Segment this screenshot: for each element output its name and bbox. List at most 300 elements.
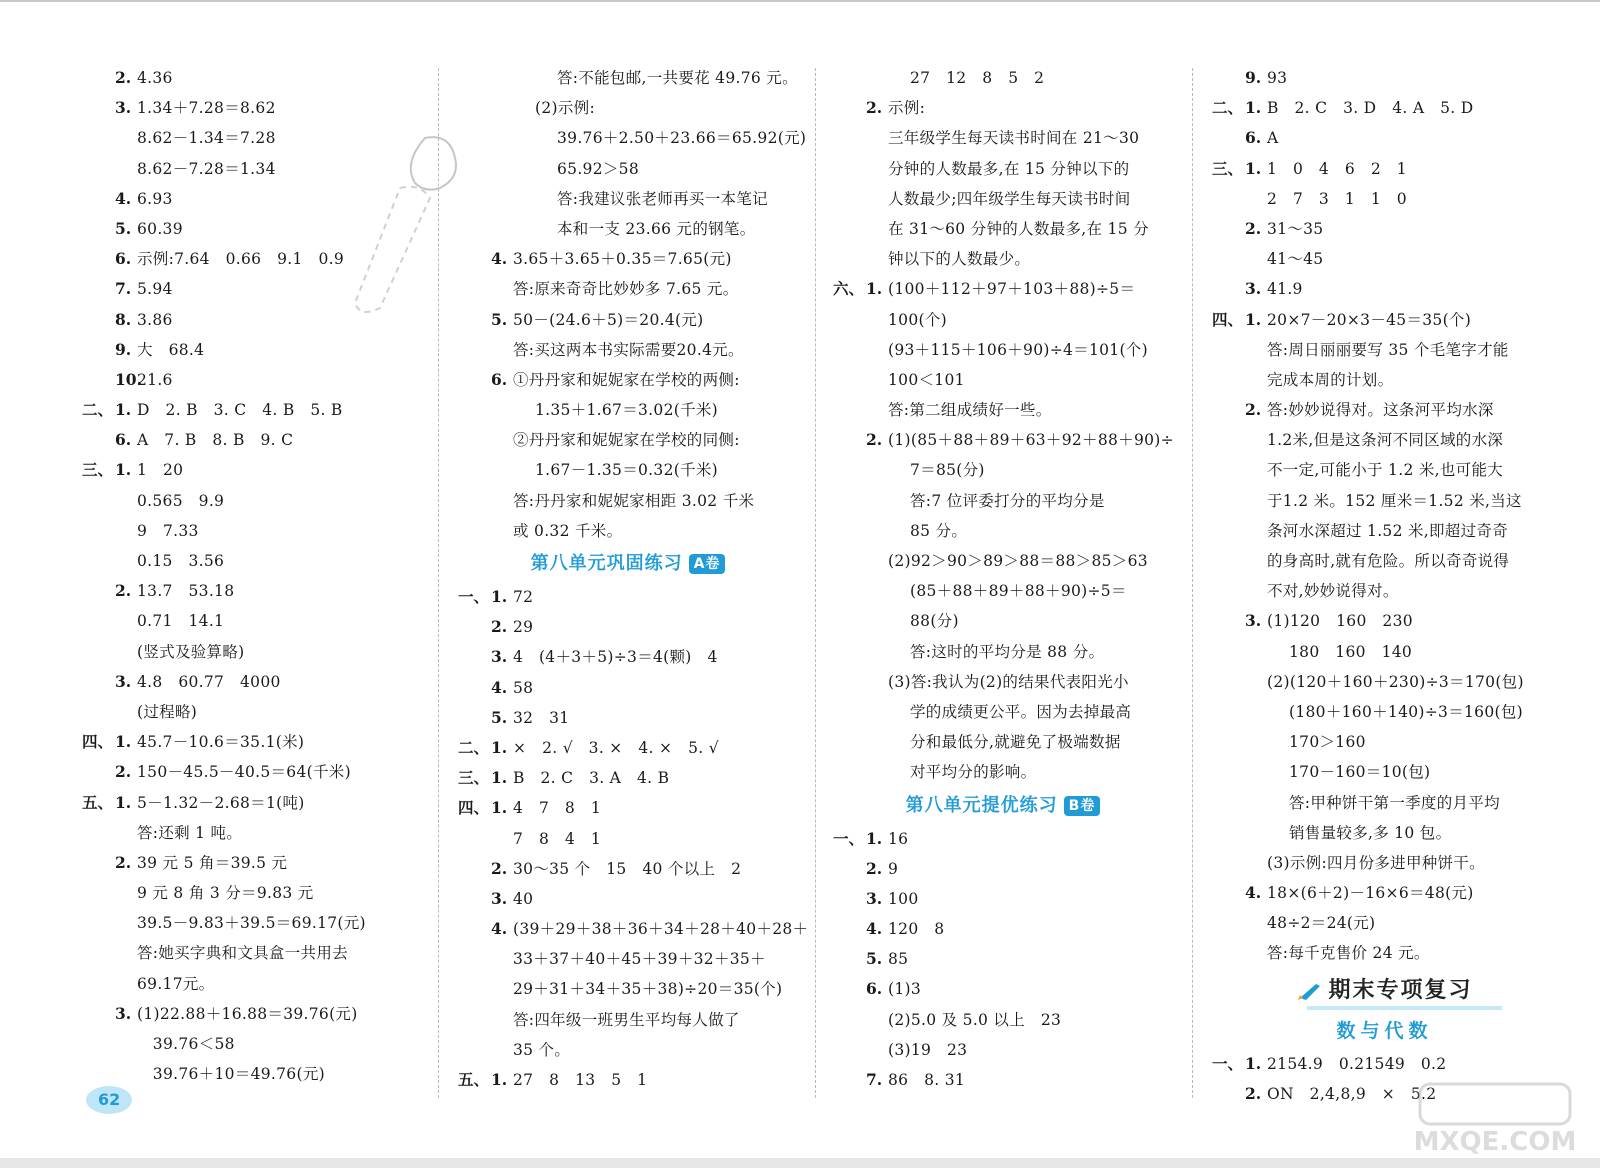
section-number: 三、 — [458, 768, 490, 788]
answer-line — [1212, 123, 1557, 153]
answer-line — [1212, 908, 1557, 938]
answer-line — [1212, 818, 1557, 848]
answer-text: 对平均分的影响。 — [910, 763, 1037, 782]
section-number: 五、 — [458, 1070, 490, 1089]
answer-text: 48÷2＝24(元) — [1267, 914, 1376, 933]
answer-line — [833, 944, 1173, 974]
answer-line — [1212, 878, 1557, 908]
answer-text: 9 7.33 — [137, 521, 199, 540]
section-number: 四、 — [82, 732, 114, 752]
answer-text: 58 — [513, 678, 534, 697]
answer-line — [1212, 184, 1557, 214]
question-number: 6. — [866, 979, 883, 999]
answer-line — [458, 733, 798, 763]
answer-text: 7 8 4 1 — [513, 829, 602, 848]
answer-text: 1 20 — [137, 461, 184, 480]
answer-text: 180 160 140 — [1289, 642, 1413, 661]
answer-line — [1212, 788, 1557, 818]
answer-text: (2)(120＋160＋230)÷3＝170(包) — [1267, 672, 1524, 691]
answer-line — [82, 908, 427, 938]
question-number: 7. — [115, 279, 132, 299]
question-number: 3. — [1245, 279, 1262, 299]
answer-line — [1212, 1049, 1557, 1079]
answer-text: 65.92＞58 — [557, 159, 639, 178]
answer-text: 85 — [888, 950, 909, 969]
answer-text: 50－(24.6＋5)＝20.4(元) — [513, 310, 704, 329]
section-number: 三、 — [82, 460, 114, 480]
question-number: 1. — [866, 828, 883, 848]
answer-line — [1212, 697, 1557, 727]
answer-text: 示例: — [888, 99, 926, 118]
section-number: 一、 — [458, 587, 490, 606]
answer-text: 39.5－9.83＋39.5＝69.17(元) — [137, 914, 366, 933]
answer-line — [82, 637, 427, 667]
answer-text: 学的成绩更公平。因为去掉最高 — [910, 702, 1132, 721]
answer-text: (85＋88＋89＋88＋90)÷5＝ — [910, 582, 1127, 601]
answer-text: 150－45.5－40.5＝64(千米) — [137, 763, 351, 782]
answer-line — [833, 455, 1173, 485]
answer-text: (3)示例:四月份多进甲种饼干。 — [1267, 853, 1485, 872]
answer-line — [82, 244, 427, 274]
answer-line — [458, 612, 798, 642]
page-bottom-edge — [0, 1158, 1600, 1168]
answer-line — [82, 63, 427, 93]
answer-line — [82, 546, 427, 576]
answer-line — [82, 878, 427, 908]
answer-text: (1)120 160 230 — [1267, 612, 1413, 631]
question-number: 4. — [491, 677, 508, 697]
section-number: 四、 — [1212, 309, 1244, 329]
answer-text: 69.17元。 — [137, 974, 215, 993]
answer-line — [458, 793, 798, 823]
answer-line — [833, 854, 1173, 884]
answer-text: 答:第二组成绩好一些。 — [888, 401, 1052, 420]
answer-text: 16 — [888, 829, 909, 848]
answer-line — [458, 335, 798, 365]
answer-line — [1212, 244, 1557, 274]
watermark-logo — [1400, 1080, 1590, 1160]
question-number: 2. — [1245, 400, 1262, 420]
question-number: 2. — [115, 68, 132, 87]
answer-line — [82, 123, 427, 153]
answer-line — [458, 974, 798, 1004]
answer-line — [833, 606, 1173, 636]
answer-line — [82, 788, 427, 818]
answer-text: 5－1.32－2.68＝1(吨) — [137, 793, 305, 812]
answer-line — [1212, 576, 1557, 606]
answer-line — [82, 1029, 427, 1059]
answer-text: 5.94 — [137, 280, 173, 299]
answer-text: (100＋112＋97＋103＋88)÷5＝ — [888, 280, 1136, 299]
answer-line — [82, 606, 427, 636]
answer-text: ON 2,4,8,9 × 5.2 — [1267, 1084, 1437, 1103]
answer-line — [82, 999, 427, 1029]
answer-line — [82, 93, 427, 123]
question-number: 4. — [1245, 883, 1262, 903]
column-divider-1 — [438, 68, 439, 1098]
answer-text: 人数最少;四年级学生每天读书时间 — [888, 189, 1131, 208]
question-number: 1. — [115, 460, 132, 480]
answer-text: 4.36 — [137, 69, 173, 87]
answer-text: 60.39 — [137, 219, 183, 238]
answer-text: 45.7－10.6＝35.1(米) — [137, 733, 305, 752]
answer-text: 答:她买字典和文具盒一共用去 — [137, 944, 348, 963]
answer-text: 0.565 9.9 — [137, 491, 225, 510]
page-top-edge — [0, 0, 1600, 2]
page-number: 62 — [98, 1090, 121, 1109]
question-number: 1. — [115, 732, 132, 752]
answer-line — [82, 486, 427, 516]
answer-line — [833, 974, 1173, 1004]
answer-line — [458, 673, 798, 703]
answer-text: 答:这时的平均分是 88 分。 — [910, 642, 1105, 661]
answer-line — [458, 642, 798, 672]
answer-text: (39＋29＋38＋36＋34＋28＋40＋28＋ — [513, 920, 809, 939]
answer-line — [1212, 606, 1557, 636]
answer-line — [1212, 93, 1557, 123]
answer-line — [458, 425, 798, 455]
section-title-text: 第八单元提优练习 — [905, 794, 1058, 816]
question-number: 2. — [491, 858, 508, 878]
question-number: 10. — [115, 369, 142, 389]
answer-line — [458, 703, 798, 733]
review-subheading: 数与代数 — [1336, 1019, 1433, 1042]
answer-text: 的身高时,就有危险。所以奇奇说得 — [1267, 552, 1510, 570]
answer-line — [1212, 757, 1557, 787]
answer-line — [458, 365, 798, 395]
question-number: 4. — [866, 919, 883, 939]
answer-line — [833, 824, 1173, 854]
question-number: 2. — [115, 581, 132, 601]
question-number: 4. — [491, 249, 508, 269]
answer-text: 分和最低分,就避免了极端数据 — [910, 733, 1121, 752]
question-number: 2. — [491, 617, 508, 637]
answer-line — [1212, 727, 1557, 757]
question-number: 3. — [115, 1003, 132, 1023]
answer-line — [833, 305, 1173, 335]
answer-text: 示例:7.64 0.66 9.1 0.9 — [137, 250, 345, 269]
question-number: 1. — [491, 798, 508, 818]
question-number: 2. — [1245, 218, 1262, 238]
answer-line — [458, 914, 809, 944]
answer-line — [82, 697, 427, 727]
question-number: 7. — [866, 1070, 883, 1089]
review-heading-text: 期末专项复习 — [1328, 977, 1473, 1003]
answer-text: 答:每千克售价 24 元。 — [1267, 944, 1430, 963]
answer-text: 不一定,可能小于 1.2 米,也可能大 — [1267, 461, 1504, 480]
section-number: 一、 — [1212, 1053, 1244, 1073]
answer-text: 三年级学生每天读书时间在 21～30 — [888, 129, 1140, 148]
answer-line — [1212, 63, 1557, 93]
answer-text: 1.35＋1.67＝3.02(千米) — [535, 401, 719, 420]
answer-text: 2 7 3 1 1 0 — [1267, 189, 1407, 208]
answer-text: 8.62－1.34＝7.28 — [137, 129, 276, 148]
section-title — [833, 788, 1173, 824]
question-number: 3. — [866, 888, 883, 908]
answer-line — [82, 335, 427, 365]
answer-text: 1 0 4 6 2 1 — [1267, 159, 1407, 178]
answer-line — [1212, 425, 1557, 455]
question-number: 4. — [115, 188, 132, 208]
question-number: 8. — [115, 309, 132, 329]
answer-text: (93＋115＋106＋90)÷4＝101(个) — [888, 340, 1148, 359]
question-number: 2. — [866, 858, 883, 878]
answer-text: (2)示例: — [535, 99, 595, 118]
section-number: 二、 — [82, 400, 114, 420]
question-number: 3. — [115, 671, 132, 691]
answer-text: 答:妙妙说得对。这条河平均水深 — [1267, 401, 1494, 420]
question-number: 4. — [491, 919, 508, 939]
answer-text: 答:周日丽丽要写 35 个毛笔字才能 — [1267, 340, 1509, 359]
question-number: 1. — [1245, 309, 1262, 329]
answer-text: 93 — [1267, 69, 1288, 87]
question-number: 5. — [491, 707, 508, 727]
answer-line — [82, 274, 427, 304]
answer-line — [1212, 516, 1557, 546]
answer-text: (2)92＞90＞89＞88＝88＞85＞63 — [888, 552, 1148, 570]
question-number: 1. — [866, 279, 883, 299]
answer-text: 120 8 — [888, 920, 945, 939]
answer-line — [458, 305, 798, 335]
answer-line — [833, 727, 1173, 757]
answer-column-1 — [82, 63, 427, 1103]
answer-text: 答:还剩 1 吨。 — [137, 823, 243, 842]
answer-line — [833, 184, 1173, 214]
column-divider-2 — [815, 68, 816, 1098]
answer-text: (过程略) — [137, 702, 198, 721]
answer-line — [458, 582, 798, 612]
answer-line — [1212, 395, 1557, 425]
answer-text: 39.76＋2.50＋23.66＝65.92(元) — [557, 129, 807, 148]
answer-line — [458, 123, 807, 153]
question-number: 5. — [866, 949, 883, 969]
answer-text: 在 31～60 分钟的人数最多,在 15 分 — [888, 219, 1149, 238]
answer-line — [833, 576, 1173, 606]
answer-line — [1212, 214, 1557, 244]
answer-line — [833, 667, 1173, 697]
answer-line — [458, 244, 798, 274]
answer-text: B 2. C 3. D 4. A 5. D — [1267, 99, 1474, 118]
rocket-icon — [1296, 980, 1324, 1002]
answer-text: 完成本周的计划。 — [1267, 370, 1394, 389]
question-number: 5. — [115, 218, 132, 238]
question-number: 1. — [115, 400, 132, 420]
answer-line — [82, 938, 427, 968]
question-number: 1. — [1245, 1053, 1262, 1073]
answer-text: 27 8 13 5 1 — [513, 1071, 648, 1089]
answer-text: 8.62－7.28＝1.34 — [137, 159, 276, 178]
section-title-text: 第八单元巩固练习 — [530, 553, 683, 574]
answer-text: (3)19 23 — [888, 1040, 968, 1059]
answer-line — [82, 455, 427, 485]
review-heading — [1212, 969, 1557, 1013]
answer-text: 9 元 8 角 3 分＝9.83 元 — [137, 884, 314, 903]
answer-text: 4.8 60.77 4000 — [137, 672, 281, 691]
answer-text: 39.76＋10＝49.76(元) — [137, 1065, 325, 1084]
answer-text: (180＋160＋140)÷3＝160(包) — [1289, 702, 1523, 721]
answer-line — [833, 395, 1173, 425]
answer-text: 分钟的人数最多,在 15 分钟以下的 — [888, 159, 1130, 178]
section-title — [458, 546, 798, 582]
answer-text: 4 7 8 1 — [513, 799, 602, 818]
answer-line — [82, 848, 427, 878]
answer-line — [1212, 154, 1557, 184]
answer-line — [833, 154, 1173, 184]
answer-line — [833, 546, 1173, 576]
answer-text: A 7. B 8. B 9. C — [137, 431, 294, 450]
question-number: 5. — [491, 309, 508, 329]
answer-line — [458, 824, 798, 854]
answer-text: 销售量较多,多 10 包。 — [1289, 823, 1452, 842]
answer-text: 答:不能包邮,一共要花 49.76 元。 — [557, 69, 798, 87]
answer-line — [82, 184, 427, 214]
answer-text: (1)3 — [888, 980, 922, 999]
answer-line — [833, 335, 1173, 365]
answer-line — [458, 854, 798, 884]
answer-text: 答:四年级一班男生平均每人做了 — [513, 1010, 740, 1029]
question-number: 2. — [115, 762, 132, 782]
answer-line — [82, 395, 427, 425]
answer-line — [82, 757, 427, 787]
answer-text: 27 12 8 5 2 — [910, 69, 1045, 87]
answer-text: 13.7 53.18 — [137, 582, 235, 601]
answer-text: 答:甲种饼干第一季度的月平均 — [1289, 793, 1500, 812]
section-number: 二、 — [458, 737, 490, 757]
answer-text: 100 — [888, 889, 919, 908]
answer-text: 不对,妙妙说得对。 — [1267, 582, 1399, 601]
answer-text: 2154.9 0.21549 0.2 — [1267, 1054, 1447, 1073]
answer-text: 6.93 — [137, 189, 173, 208]
answer-column-4 — [1212, 63, 1557, 1103]
answer-line — [458, 184, 798, 214]
answer-line — [82, 425, 427, 455]
question-number: 6. — [491, 369, 508, 389]
question-number: 3. — [491, 647, 508, 667]
answer-text: 大 68.4 — [137, 340, 205, 359]
answer-line — [82, 516, 427, 546]
answer-line — [833, 425, 1173, 455]
answer-text: 1.2米,但是这条河不同区域的水深 — [1267, 431, 1504, 450]
answer-text: (1)22.88＋16.88＝39.76(元) — [137, 1004, 358, 1023]
answer-text: A — [1267, 129, 1279, 148]
answer-text: 答:买这两本书实际需要20.4元。 — [513, 340, 744, 359]
question-number: 1. — [1245, 158, 1262, 178]
answer-text: 条河水深超过 1.52 米,即超过奇奇 — [1267, 521, 1508, 540]
answer-text: 4 (4＋3＋5)÷3＝4(颗) 4 — [513, 648, 718, 667]
answer-text: 170＞160 — [1289, 733, 1366, 752]
answer-text: (竖式及验算略) — [137, 642, 245, 661]
answer-line — [458, 93, 798, 123]
answer-text: 41.9 — [1267, 280, 1303, 299]
answer-line — [1212, 274, 1557, 304]
question-number: 6. — [115, 249, 132, 269]
question-number: 1. — [491, 737, 508, 757]
answer-line — [833, 63, 1173, 93]
answer-text: 29 — [513, 618, 534, 637]
answer-text: D 2. B 3. C 4. B 5. B — [137, 401, 343, 420]
answer-line — [833, 365, 1173, 395]
section-number: 二、 — [1212, 98, 1244, 118]
answer-line — [1212, 546, 1557, 576]
answer-line — [833, 93, 1173, 123]
answer-text: 0.71 14.1 — [137, 612, 225, 631]
answer-text: 1.67－1.35＝0.32(千米) — [535, 461, 719, 480]
answer-line — [458, 1035, 798, 1065]
question-number: 6. — [1245, 128, 1262, 148]
answer-line — [82, 154, 427, 184]
answer-text: 或 0.32 千米。 — [513, 521, 623, 540]
answer-line — [458, 1005, 798, 1035]
answer-text: ②丹丹家和妮妮家在学校的同侧: — [513, 431, 740, 450]
answer-line — [1212, 486, 1557, 516]
answer-line — [458, 274, 798, 304]
answer-line — [458, 516, 798, 546]
answer-text: 29＋31＋34＋35＋38)÷20＝35(个) — [513, 980, 783, 999]
question-number: 2. — [866, 430, 883, 450]
section-badge: A卷 — [689, 554, 726, 574]
question-number: 3. — [1245, 611, 1262, 631]
section-number: 三、 — [1212, 158, 1244, 178]
answer-text: 0.15 3.56 — [137, 552, 225, 570]
answer-line — [458, 455, 798, 485]
answer-line — [82, 818, 427, 848]
answer-line — [833, 757, 1173, 787]
answer-line — [833, 486, 1173, 516]
question-number: 1. — [491, 768, 508, 788]
heading-underline — [1307, 1006, 1502, 1010]
answer-line — [1212, 637, 1557, 667]
answer-text: 本和一支 23.66 元的钢笔。 — [557, 219, 756, 238]
answer-column-3 — [833, 63, 1173, 1103]
question-number: 1. — [491, 1070, 508, 1089]
answer-text: 86 8. 31 — [888, 1071, 966, 1089]
answer-line — [458, 63, 798, 93]
answer-text: 39.76＜58 — [137, 1035, 235, 1053]
answer-text: B 2. C 3. A 4. B — [513, 769, 670, 788]
answer-line — [458, 486, 798, 516]
answer-line — [82, 727, 427, 757]
question-number: 6. — [115, 430, 132, 450]
answer-line — [833, 123, 1173, 153]
answer-text: 答:7 位评委打分的平均分是 — [910, 491, 1105, 510]
answer-line — [833, 1035, 1173, 1065]
answer-line — [458, 763, 798, 793]
answer-text: 31～35 — [1267, 219, 1324, 238]
answer-line — [458, 395, 798, 425]
answer-text: 于1.2 米。152 厘米＝1.52 米,当这 — [1267, 491, 1522, 510]
answer-text: 85 分。 — [910, 521, 968, 540]
answer-text: × 2. √ 3. × 4. × 5. √ — [513, 738, 719, 757]
answer-text: 答:丹丹家和妮妮家相距 3.02 千米 — [513, 491, 755, 510]
answer-text: 72 — [513, 588, 534, 606]
answer-text: 30～35 个 15 40 个以上 2 — [513, 859, 742, 878]
answer-text: 答:原来奇奇比妙妙多 7.65 元。 — [513, 280, 739, 299]
answer-line — [1212, 335, 1557, 365]
answer-line — [82, 667, 427, 697]
column-divider-3 — [1192, 68, 1193, 1098]
answer-text: ①丹丹家和妮妮家在学校的两侧: — [513, 370, 740, 389]
answer-line — [82, 305, 427, 335]
answer-line — [1212, 848, 1557, 878]
answer-text: 39 元 5 角＝39.5 元 — [137, 853, 288, 872]
answer-text: 35 个。 — [513, 1040, 571, 1059]
section-number: 四、 — [458, 798, 490, 818]
answer-text: (2)5.0 及 5.0 以上 23 — [888, 1010, 1062, 1029]
section-number: 一、 — [833, 828, 865, 848]
answer-line — [833, 914, 1173, 944]
watermark-text: MXQE.COM — [1413, 1127, 1577, 1157]
answer-line — [1212, 938, 1557, 968]
